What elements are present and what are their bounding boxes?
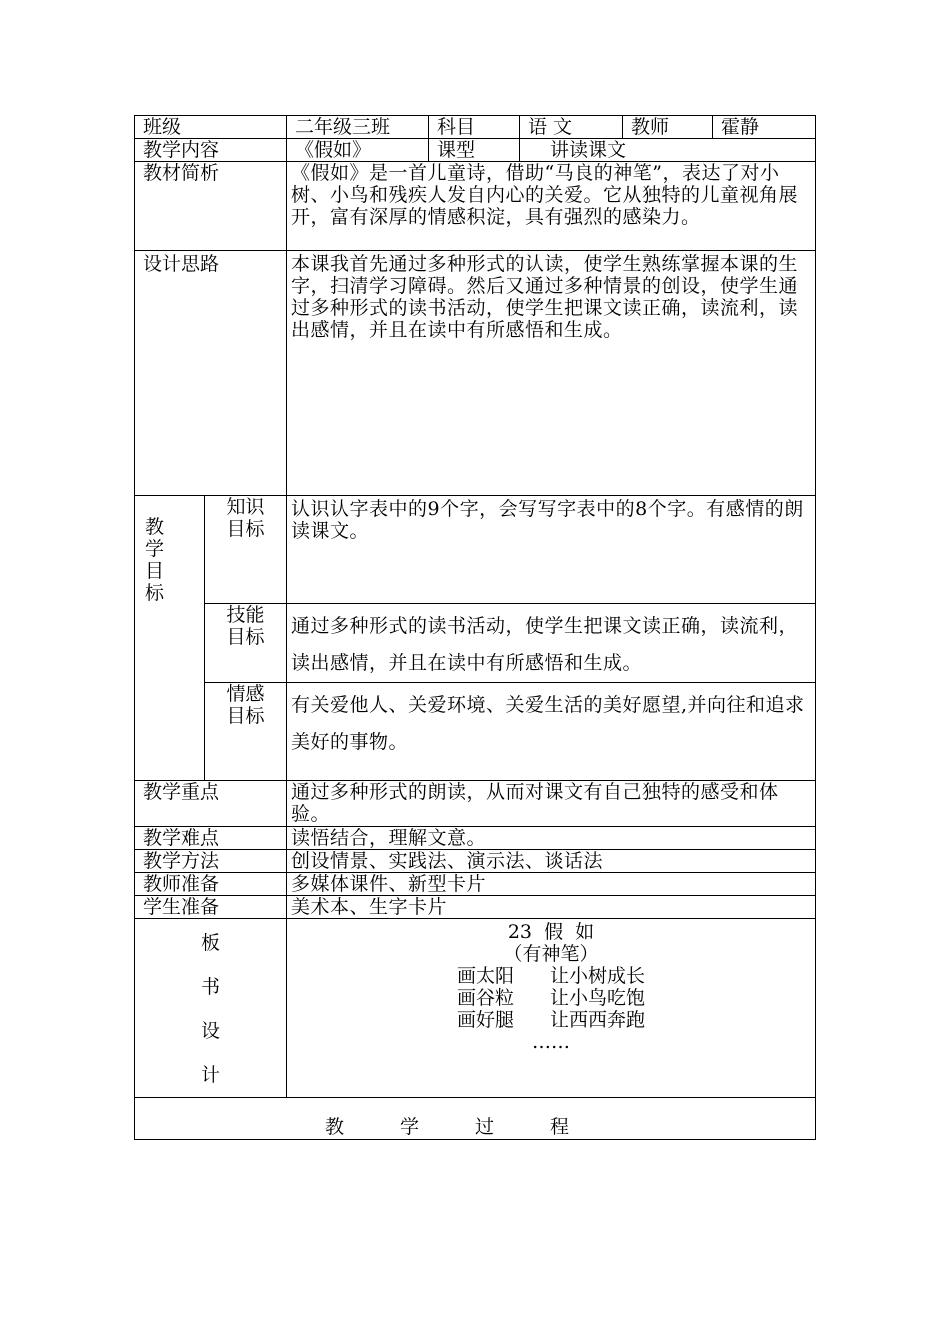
row-teacher-prep xyxy=(135,873,816,896)
row-material xyxy=(135,162,816,251)
emotion-label xyxy=(205,683,287,781)
row-process xyxy=(135,1098,816,1140)
design-text: 本课我首先通过多种形式的认读，使学生熟练掌握本课的生字，扫清学习障碍。然后又通过多种情景的创设，使学生通过多种形式的读书活动，使学生把课文读正确，读流利，读出感情，并且在读中有所感悟和生成。 xyxy=(287,251,816,496)
goals-label: 教学目标 xyxy=(145,516,165,604)
emotion-label-line-1: 情感 xyxy=(226,683,265,705)
skill-label-line-2: 目标 xyxy=(226,626,265,648)
key-point-label: 教学重点 xyxy=(135,781,287,827)
process-heading: 教学过程 xyxy=(135,1098,816,1140)
row-goal-knowledge xyxy=(135,496,816,604)
knowledge-label-line-1: 知识 xyxy=(226,496,265,518)
class-value: 二年级三班 xyxy=(287,116,429,139)
subject-label: 科目 xyxy=(429,116,520,139)
row-goal-skill xyxy=(135,604,816,683)
row-goal-emotion xyxy=(135,683,816,781)
board-ellipsis: …… xyxy=(532,1031,571,1053)
difficulty-text: 读悟结合，理解文意。 xyxy=(287,827,816,850)
student-prep-label: 学生准备 xyxy=(135,896,287,919)
board-label-char-2: 书 xyxy=(201,976,221,998)
subject-value: 语 文 xyxy=(520,116,623,139)
content-value: 《假如》 xyxy=(287,139,429,162)
row-design xyxy=(135,251,816,496)
board-content xyxy=(287,919,816,1098)
method-label: 教学方法 xyxy=(135,850,287,873)
board-row-left: 画好腿 xyxy=(457,1009,515,1031)
skill-text: 通过多种形式的读书活动，使学生把课文读正确，读流利，读出感情，并且在读中有所感悟和生成。 xyxy=(287,604,816,683)
teacher-value: 霍静 xyxy=(713,116,816,139)
knowledge-text: 认识认字表中的9个字，会写写字表中的8个字。有感情的朗读课文。 xyxy=(287,496,816,604)
row-student-prep xyxy=(135,896,816,919)
difficulty-label: 教学难点 xyxy=(135,827,287,850)
board-row xyxy=(291,987,811,1009)
row-difficulty xyxy=(135,827,816,850)
teacher-prep-label: 教师准备 xyxy=(135,873,287,896)
lesson-plan-table xyxy=(134,115,816,1140)
knowledge-label xyxy=(205,496,287,604)
material-label: 教材简析 xyxy=(135,162,287,251)
emotion-label-line-2: 目标 xyxy=(226,705,265,727)
board-row-right: 让小树成长 xyxy=(550,965,646,987)
student-prep-text: 美术本、生字卡片 xyxy=(287,896,816,919)
board-row xyxy=(291,1009,811,1031)
teacher-label: 教师 xyxy=(623,116,713,139)
board-row-right: 让小鸟吃饱 xyxy=(550,987,646,1009)
row-key-point xyxy=(135,781,816,827)
row-header xyxy=(135,116,816,139)
goals-label-cell xyxy=(135,496,205,781)
key-point-text: 通过多种形式的朗读，从而对课文有自己独特的感受和体验。 xyxy=(287,781,816,827)
board-row-left: 画太阳 xyxy=(457,965,515,987)
class-label: 班级 xyxy=(135,116,287,139)
design-label: 设计思路 xyxy=(135,251,287,496)
board-row xyxy=(291,965,811,987)
emotion-text: 有关爱他人、关爱环境、关爱生活的美好愿望,并向往和追求美好的事物。 xyxy=(287,683,816,781)
board-label-char-1: 板 xyxy=(201,932,221,954)
content-label: 教学内容 xyxy=(135,139,287,162)
row-content xyxy=(135,139,816,162)
type-value: 讲读课文 xyxy=(520,139,816,162)
board-label xyxy=(135,919,287,1098)
method-text: 创设情景、实践法、演示法、谈话法 xyxy=(287,850,816,873)
teacher-prep-text: 多媒体课件、新型卡片 xyxy=(287,873,816,896)
skill-label-line-1: 技能 xyxy=(226,604,265,626)
knowledge-label-line-2: 目标 xyxy=(226,518,265,540)
row-method xyxy=(135,850,816,873)
board-label-char-4: 计 xyxy=(201,1064,221,1086)
board-title: 23 假 如 xyxy=(507,921,595,943)
board-subtitle: （有神笔） xyxy=(503,943,599,965)
skill-label xyxy=(205,604,287,683)
board-row-right: 让西西奔跑 xyxy=(550,1009,646,1031)
material-text: 《假如》是一首儿童诗，借助“马良的神笔”，表达了对小树、小鸟和残疾人发自内心的关爱。它从独特的儿童视角展开，富有深厚的情感积淀，具有强烈的感染力。 xyxy=(287,162,816,251)
row-board xyxy=(135,919,816,1098)
type-label: 课型 xyxy=(429,139,520,162)
board-row-left: 画谷粒 xyxy=(457,987,515,1009)
board-label-char-3: 设 xyxy=(201,1020,221,1042)
